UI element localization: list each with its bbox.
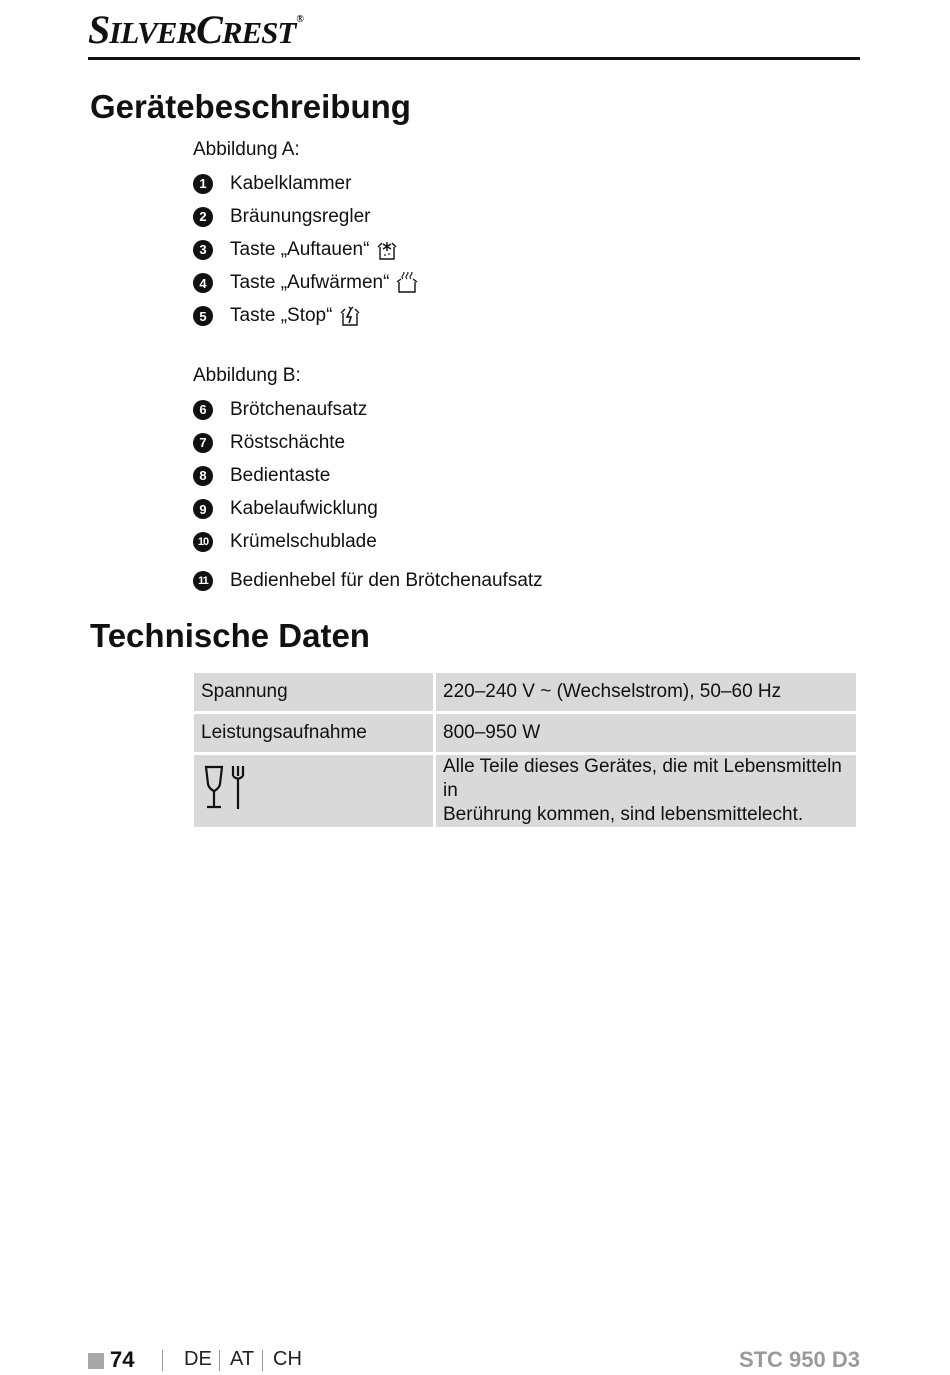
item-number: 6	[193, 400, 213, 420]
list-item	[193, 493, 543, 526]
country-code: DE	[184, 1348, 212, 1370]
reheat-icon	[396, 272, 418, 294]
spec-value: 800–950 W	[436, 714, 856, 755]
footer-divider	[219, 1350, 220, 1371]
section-title-description: Gerätebeschreibung	[90, 88, 411, 125]
country-code: AT	[230, 1348, 255, 1370]
item-text: Bräunungsregler	[230, 205, 371, 227]
item-text: Kabelklammer	[230, 172, 352, 194]
list-item	[193, 426, 543, 459]
item-text: Bedientaste	[230, 464, 331, 486]
list-item	[193, 459, 543, 492]
table-row	[194, 714, 856, 755]
spec-value	[436, 755, 856, 827]
item-number: 7	[193, 433, 213, 453]
section-title-technical: Technische Daten	[90, 617, 370, 654]
footer-divider	[262, 1350, 263, 1371]
defrost-icon	[376, 239, 398, 261]
item-number: 8	[193, 466, 213, 486]
model-number: STC 950 D3	[738, 1347, 860, 1372]
item-text: Röstschächte	[230, 431, 346, 453]
food-safe-line-2: Berührung kommen, sind lebensmittelecht.	[443, 804, 804, 825]
list-item	[193, 267, 418, 300]
item-text: Taste „Stop“	[230, 305, 333, 327]
specs-table	[194, 673, 856, 827]
spec-label: Leistungsaufnahme	[194, 714, 436, 755]
stop-icon	[339, 305, 361, 327]
item-number: 11	[193, 571, 213, 591]
item-number: 10	[193, 532, 213, 552]
figure-b-label: Abbildung B:	[193, 365, 301, 386]
item-number: 9	[193, 499, 213, 519]
spec-icon-cell	[194, 755, 436, 827]
item-text: Kabelaufwicklung	[230, 498, 378, 520]
footer-square	[88, 1353, 104, 1369]
item-text: Bedienhebel für den Brötchenaufsatz	[230, 569, 543, 591]
header-rule	[88, 57, 860, 60]
figure-b-list	[193, 393, 543, 599]
item-text: Taste „Aufwärmen“	[230, 272, 390, 294]
page-number: 74	[110, 1347, 135, 1372]
food-safe-icon	[201, 764, 247, 812]
list-item	[193, 167, 418, 200]
item-number: 2	[193, 207, 213, 227]
brand-logo: SILVERCREST®	[88, 7, 303, 52]
table-row	[194, 755, 856, 827]
item-text: Krümelschublade	[230, 531, 377, 553]
spec-label: Spannung	[194, 673, 436, 714]
list-item	[193, 393, 543, 426]
footer	[88, 1347, 860, 1375]
item-text: Taste „Auftauen“	[230, 238, 370, 260]
figure-a-list	[193, 167, 418, 333]
footer-divider	[162, 1350, 163, 1371]
country-code: CH	[273, 1348, 302, 1370]
item-number: 4	[193, 273, 213, 293]
spec-value: 220–240 V ~ (Wechselstrom), 50–60 Hz	[436, 673, 856, 714]
item-number: 1	[193, 174, 213, 194]
item-text: Brötchenaufsatz	[230, 398, 368, 420]
list-item	[193, 233, 418, 266]
list-item	[193, 300, 418, 333]
food-safe-line-1: Alle Teile dieses Gerätes, die mit Lebensmitteln in	[443, 756, 842, 801]
list-item	[193, 559, 543, 599]
table-row	[194, 673, 856, 714]
item-number: 3	[193, 240, 213, 260]
figure-a-label: Abbildung A:	[193, 139, 300, 160]
item-number: 5	[193, 306, 213, 326]
list-item	[193, 200, 418, 233]
list-item	[193, 526, 543, 559]
